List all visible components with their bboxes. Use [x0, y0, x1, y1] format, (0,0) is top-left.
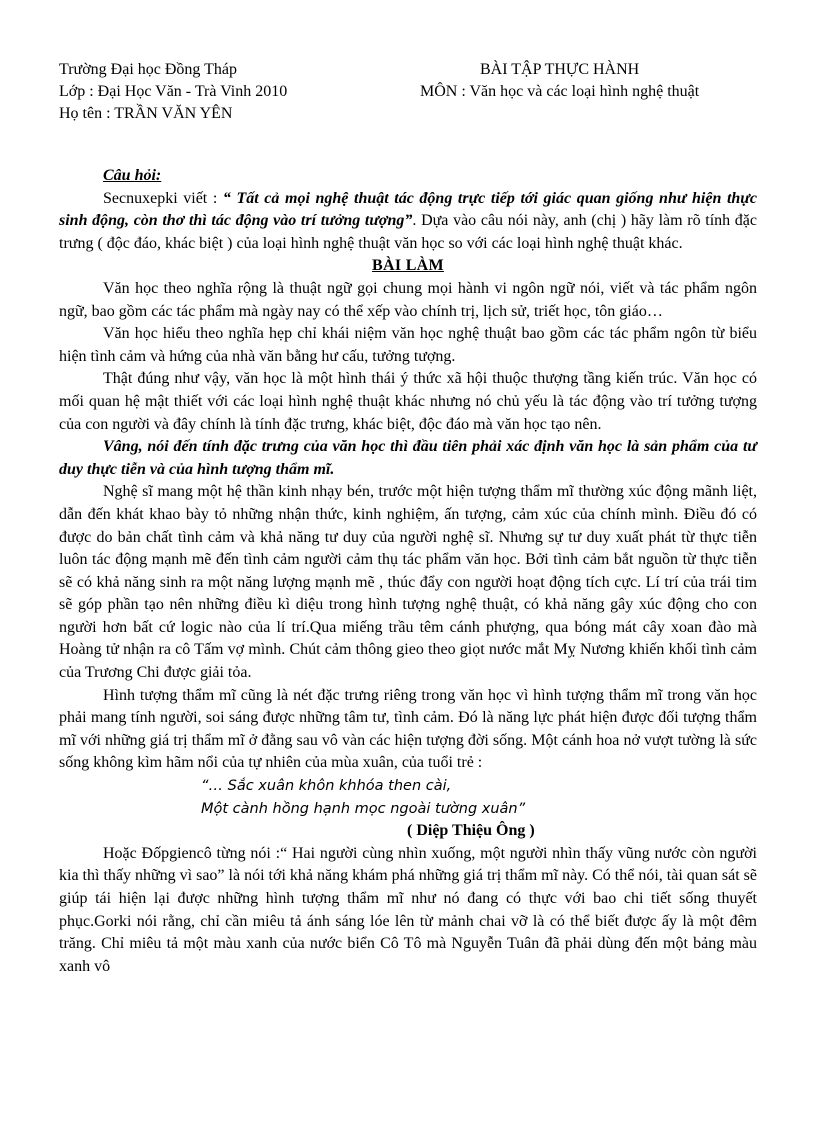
paragraph-7: Hoặc Đốpgiencô từng nói :“ Hai người cùng nhìn xuống, một người nhìn thấy vũng nước còn người kia thì thấy những vì sao” là nói tới khả năng khám phá những giá trị thẩm mĩ này. Có thể nói, tài quan sát sẽ giúp tái hiện lại được những hình tượng thẩm mĩ như nó đang có thực với bao chi tiết sống thuyết phục.Gorki nói rằng, chỉ cần miêu tả ánh sáng lóe lên từ mảnh chai vỡ là có thể biết được ấy là một đêm trăng. Chỉ miêu tả một màu xanh của nước biển Cô Tô mà Nguyễn Tuân đã phải dùng đến một bảng màu xanh vô — [59, 844, 757, 975]
question-intro: Secnuxepki viết : — [103, 189, 223, 207]
paragraph-6: Hình tượng thẩm mĩ cũng là nét đặc trưng riêng trong văn học vì hình tượng thẩm mĩ trong văn học phải mang tính người, soi sáng được những tâm tư, tình cảm. Đó là năng lực phát hiện được đối tượng thẩm mĩ với những giá trị thẩm mĩ ở đằng sau vô vàn các hiện tượng đời sống. Một cánh hoa nở vượt tường là sức sống không kìm hãm nổi của tự nhiên của mùa xuân, của tuổi trẻ : — [59, 686, 757, 772]
subject-line: MÔN : Văn học và các loại hình nghệ thuật — [420, 83, 700, 100]
paragraph-1: Văn học theo nghĩa rộng là thuật ngữ gọi chung mọi hành vi ngôn ngữ nói, viết và tác phẩm ngôn ngữ, bao gồm các tác phẩm mà ngày nay có thể xếp vào chính trị, lịch sử, triết học, tôn giáo… — [59, 279, 757, 320]
paragraph-3: Thật đúng như vậy, văn học là một hình thái ý thức xã hội thuộc thượng tầng kiến trúc. Văn học có mối quan hệ mật thiết với các loại hình nghệ thuật khác nhưng nó chủ yếu là tác động vào trí tưởng tượng của con người và đây chính là tính đặc trưng, khác biệt, độc đáo mà văn học tạo nên. — [59, 370, 757, 433]
paragraph-5: Nghệ sĩ mang một hệ thần kinh nhạy bén, trước một hiện tượng thẩm mĩ thường xúc động mãnh liệt, dẫn đến khát khao bày tỏ những nhận thức, kinh nghiệm, ấn tượng, cảm xúc của chính mình. Điều đó có được do bản chất tình cảm và khả năng tư duy của người nghệ sĩ. Nhưng sự tư duy xuất phát từ thực tiễn luôn tác động mạnh mẽ đến tình cảm người cảm thụ tác phẩm văn học. Bởi tình cảm bắt nguồn từ thực tiễn sẽ có khả năng sinh ra một năng lượng mạnh mẽ , thúc đẩy con người hoạt động tích cực. Lí trí của trái tim sẽ góp phần tạo nên những điều kì diệu trong hình tượng nghệ thuật, có khả năng gây xúc động cho con người hơn bất cứ logic nào của lí trí.Qua miếng trầu têm cánh phượng, qua bóng mát cây xoan đào mà Hoàng tử nhận ra cô Tấm vợ mình. Chút cảm thông gieo theo giọt nước mắt Mỵ Nương khiến khối tình cảm của Trương Chi được giải tỏa. — [59, 483, 757, 682]
question-quote: “ Tất cả mọi nghệ thuật tác động trực tiếp tới giác quan giống như hiện thực sinh động, còn thơ thì tác động vào trí tưởng tượng” — [59, 189, 757, 230]
answer-heading-line — [59, 255, 757, 278]
answer-heading: BÀI LÀM — [372, 257, 444, 275]
header-right — [420, 59, 699, 103]
paragraph-4: Vâng, nói đến tính đặc trưng của văn học thì đầu tiên phải xác định văn học là sản phẩm của tư duy thực tiễn và của hình tượng thẩm mĩ. — [59, 438, 757, 478]
poem-line-2: Một cành hồng hạnh mọc ngoài tường xuân” — [201, 800, 526, 817]
student-name: Họ tên : TRẦN VĂN YÊN — [59, 105, 233, 122]
document-body — [59, 165, 757, 978]
paragraph-2: Văn học hiểu theo nghĩa hẹp chỉ khái niệm văn học nghệ thuật bao gồm các tác phẩm ngôn từ biểu hiện tình cảm và hứng của nhà văn bằng hư cấu, tưởng tượng. — [59, 325, 757, 365]
school-name: Trường Đại học Đồng Tháp — [59, 61, 238, 78]
question-label: Câu hỏi: — [103, 167, 162, 184]
assignment-title: BÀI TẬP THỰC HÀNH — [479, 61, 640, 78]
class-info: Lớp : Đại Học Văn - Trà Vinh 2010 — [59, 83, 288, 100]
poem-line-1: “… Sắc xuân khôn khhóa then cài, — [201, 778, 452, 795]
poem-author: ( Diệp Thiệu Ông ) — [407, 822, 535, 840]
question-text — [59, 188, 757, 256]
question-rest: . Dựa vào câu nói này, anh (chị ) hãy làm rõ tính đặc trưng ( độc đáo, khác biệt ) của loại hình nghệ thuật văn học so với các loại hình nghệ thuật khác. — [59, 212, 758, 252]
header-left — [59, 59, 287, 125]
